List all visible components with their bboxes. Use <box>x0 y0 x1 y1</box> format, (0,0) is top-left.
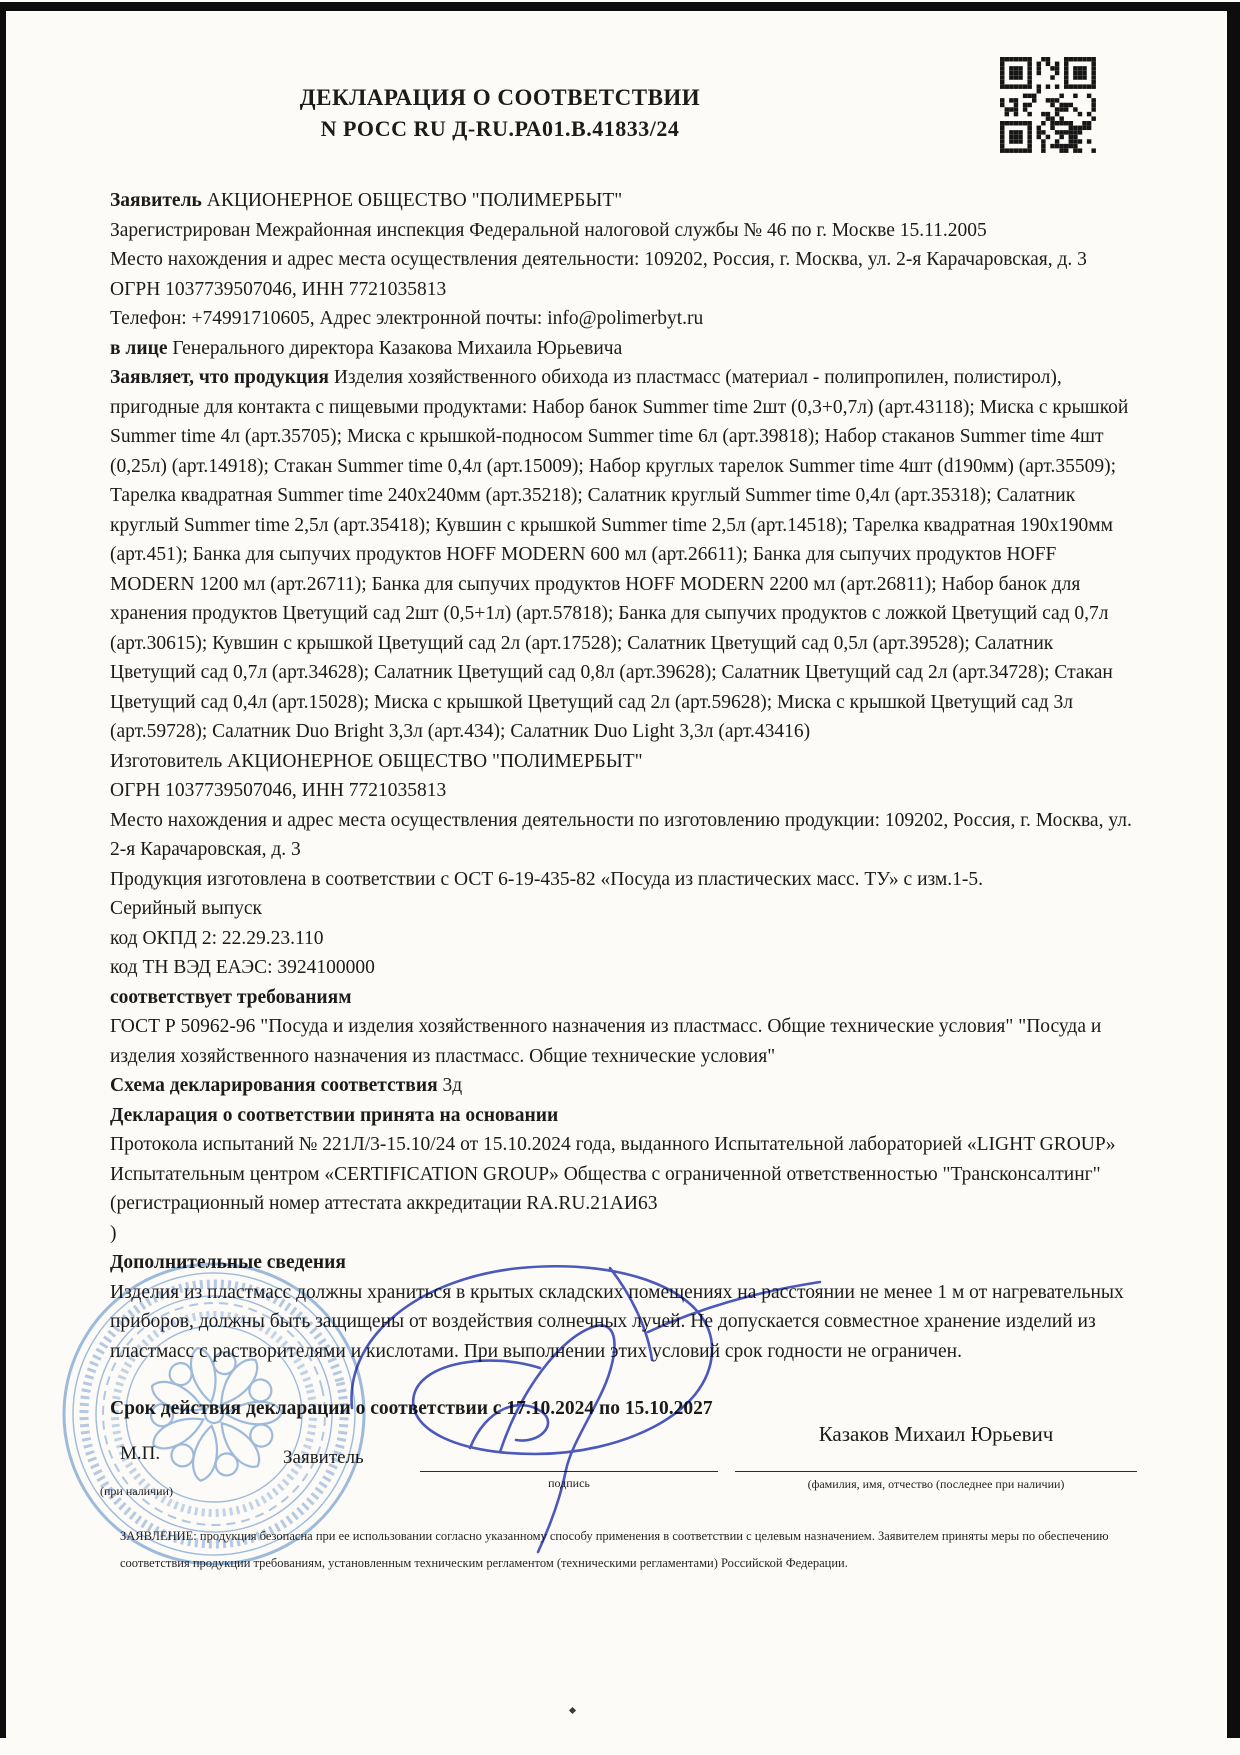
paragraph <box>110 1071 1138 1101</box>
field-text: Серийный выпуск <box>110 898 262 919</box>
field-label: Заявитель <box>110 190 207 211</box>
applicant-label: Заявитель <box>283 1447 364 1468</box>
field-text: Изделия хозяйственного обихода из пластмасс (материал - полипропилен, полистирол), пригодные для контакта с пищевыми продуктами: Набор банок Summer time 2шт (0,3+0,7л) (арт.43118); Миска с крышкой Summer time 4л (арт.35705); Миска с крышкой-подносом Summer time 6л (арт.39818); Набор стаканов Summer time 4шт (0,25л) (арт.14918); Стакан Summer time 0,4л (арт.15009); Набор круглых тарелок Summer time 4шт (d190мм) (арт.35509); Тарелка квадратная Summer time 240x240мм (арт.35218); Салатник круглый Summer time 0,4л (арт.35318); Салатник круглый Summer time 2,5л (арт.35418); Кувшин с крышкой Summer time 2,5л (арт.14518); Тарелка квадратная 190x190мм (арт.451); Банка для сыпучих продуктов HOFF MODERN 600 мл (арт.26611); Банка для сыпучих продуктов HOFF MODERN 1200 мл (арт.26711); Банка для сыпучих продуктов HOFF MODERN 2200 мл (арт.26811); Набор банок для хранения продуктов Цветущий сад 2шт (0,5+1л) (арт.57818); Банка для сыпучих продуктов с ложкой Цветущий сад 0,7л (арт.30615); Кувшин с крышкой Цветущий сад 2л (арт.17528); Салатник Цветущий сад 0,5л (арт.39528); Салатник Цветущий сад 0,7л (арт.34628); Салатник Цветущий сад 0,8л (арт.39628); Салатник Цветущий сад 2л (арт.34728); Стакан Цветущий сад 0,4л (арт.15028); Миска с крышкой Цветущий сад 2л (арт.59628); Миска с крышкой Цветущий сад 3л (арт.59728); Салатник Duo Bright 3,3л (арт.434); Салатник Duo Light 3,3л (арт.43416) <box>110 367 1129 742</box>
field-label: соответствует требованиям <box>110 986 352 1008</box>
paragraph <box>110 865 1138 895</box>
scan-artifact-mark <box>569 1707 576 1714</box>
field-text: Место нахождения и адрес места осуществления деятельности по изготовлению продукции: 109202, Россия, г. Москва, ул. 2-я Карачаровская, д. 3 <box>110 809 1132 860</box>
paragraph <box>110 186 1138 216</box>
fio-value: Казаков Михаил Юрьевич <box>818 1422 1054 1446</box>
field-text: Протокола испытаний № 221Л/3-15.10/24 от 15.10.2024 года, выданного Испытательной лабораторией «LIGHT GROUP» Испытательным центром «CERTIFICATION GROUP» Общества с ограниченной ответственностью "Трансконсалтинг" (регистрационный номер аттестата аккредитации RA.RU.21АИ63 <box>110 1134 1116 1214</box>
paragraph <box>110 216 1138 246</box>
field-label: в лице <box>110 337 173 359</box>
field-text: Срок действия декларации о соответствии с 17.10.2024 по 15.10.2027 <box>110 1398 713 1419</box>
paragraph <box>110 747 1138 777</box>
field-text: Телефон: +74991710605, Адрес электронной почты: info@polimerbyt.ru <box>110 308 704 329</box>
paragraph <box>110 953 1138 983</box>
stamp-place-note: (при наличии) <box>100 1484 173 1498</box>
paragraph <box>110 334 1138 364</box>
document-number: N РОСС RU Д-RU.РА01.В.41833/24 <box>320 116 680 141</box>
paragraph <box>110 1012 1138 1071</box>
field-text: ОГРН 1037739507046, ИНН 7721035813 <box>110 780 447 801</box>
scan-edge-top <box>0 2 1240 11</box>
paragraph <box>110 304 1138 334</box>
signature-line <box>420 1471 718 1472</box>
field-label: Декларация о соответствии принята на основании <box>110 1104 559 1126</box>
scan-edge-left <box>0 2 6 1738</box>
stamp-place-label: М.П. <box>120 1443 161 1464</box>
fio-caption: (фамилия, имя, отчество (последнее при наличии) <box>807 1477 1065 1491</box>
document-header <box>0 82 1000 144</box>
field-text: Изготовитель АКЦИОНЕРНОЕ ОБЩЕСТВО "ПОЛИМЕРБЫТ" <box>110 750 643 772</box>
fio-line <box>735 1471 1137 1472</box>
field-label: Заявляет, что продукция <box>110 367 334 388</box>
field-label: Дополнительные сведения <box>110 1252 346 1273</box>
field-text: Генерального директора Казакова Михаила Юрьевича <box>172 337 623 359</box>
paragraph <box>110 776 1138 806</box>
document-title: ДЕКЛАРАЦИЯ О СООТВЕТСТВИИ <box>299 85 701 110</box>
field-text: ГОСТ Р 50962-96 "Посуда и изделия хозяйственного назначения из пластмасс. Общие технические условия" "Посуда и изделия хозяйственного назначения из пластмасс. Общие технические условия" <box>110 1016 1102 1067</box>
field-text: код ОКПД 2: 22.29.23.110 <box>110 927 324 949</box>
field-text: ) <box>110 1222 117 1244</box>
field-text: ОГРН 1037739507046, ИНН 7721035813 <box>110 278 447 300</box>
qr-code-icon <box>1000 57 1096 153</box>
paragraph <box>110 1130 1138 1219</box>
declaration-footnote: ЗАЯВЛЕНИЕ: продукция безопасна при ее использовании согласно указанному способу применения в соответствии с целевым назначением. Заявителем приняты меры по обеспечению соответствия продукции требованиям, установленным техническим регламентом (техническими регламентами) Российской Федерации. <box>120 1529 1109 1570</box>
paragraph <box>110 983 1138 1013</box>
paragraph <box>110 894 1138 924</box>
field-text: Изделия из пластмасс должны храниться в крытых складских помещениях на расстоянии не менее 1 м от нагревательных приборов, должны быть защищены от воздействия солнечных лучей. Не допускается совместное хранение изделий из пластмасс с растворителями и кислотами. При выполнении этих условий срок годности не ограничен. <box>110 1281 1124 1362</box>
paragraph <box>110 363 1138 747</box>
round-company-stamp-icon <box>42 1228 386 1592</box>
field-text: код ТН ВЭД ЕАЭС: 3924100000 <box>110 957 375 978</box>
paragraph <box>110 924 1138 954</box>
field-label: Схема декларирования соответствия <box>110 1075 443 1096</box>
paragraph <box>110 245 1138 275</box>
field-text: Продукция изготовлена в соответствии с ОСТ 6-19-435-82 «Посуда из пластических масс. ТУ» с изм.1-5. <box>110 868 984 890</box>
field-text: Место нахождения и адрес места осуществления деятельности: 109202, Россия, г. Москва, ул. 2-я Карачаровская, д. 3 <box>110 249 1087 270</box>
paragraph <box>110 806 1138 865</box>
scan-edge-right <box>1227 2 1240 1738</box>
field-text: АКЦИОНЕРНОЕ ОБЩЕСТВО "ПОЛИМЕРБЫТ" <box>206 190 623 211</box>
paragraph <box>110 275 1138 305</box>
field-text: 3д <box>442 1075 463 1096</box>
paragraph <box>110 1101 1138 1131</box>
signature-caption: подпись <box>548 1476 590 1490</box>
field-text: Зарегистрирован Межрайонная инспекция Федеральной налоговой службы № 46 по г. Москве 15.11.2005 <box>110 219 987 241</box>
